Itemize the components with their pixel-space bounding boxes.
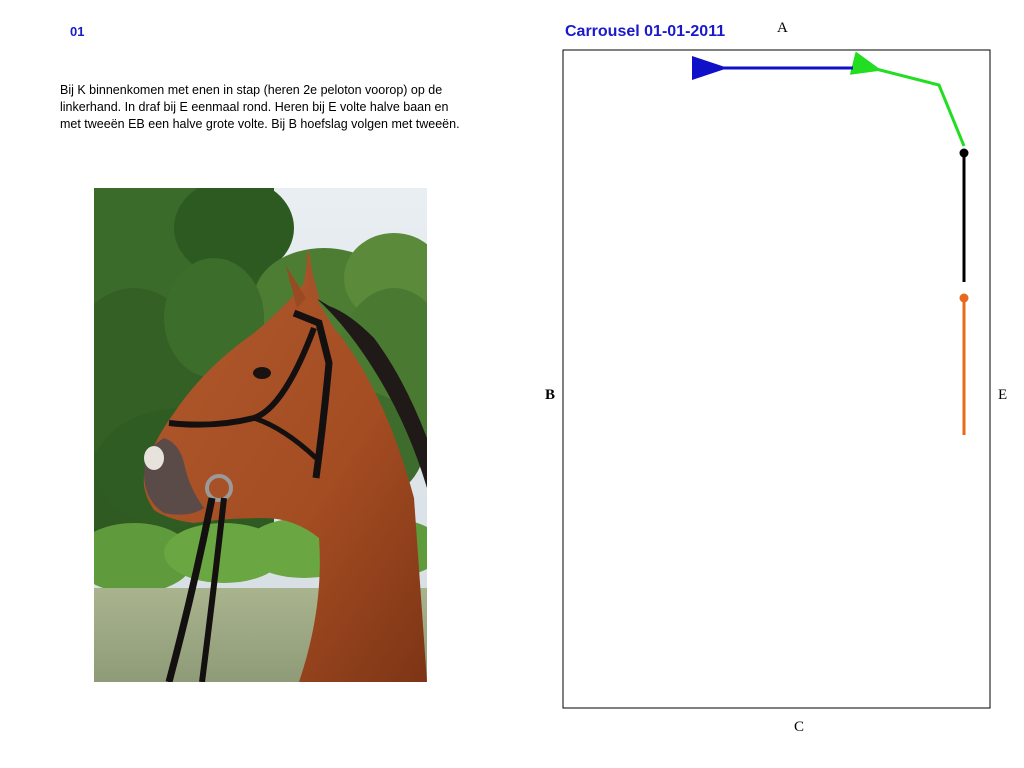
- arena-letter-b: B: [545, 387, 556, 403]
- orange-path-start-dot: [960, 294, 969, 303]
- green-path-arrow: [876, 69, 964, 146]
- black-path-start-dot: [960, 149, 969, 158]
- instructions-line-2: linkerhand. In draf bij E eenmaal rond. Heren bij E volte halve baan en: [60, 100, 449, 114]
- instructions-line-3: met tweeën EB een halve grote volte. Bij B hoefslag volgen met tweeën.: [60, 117, 460, 131]
- arena-letter-a: A: [777, 20, 788, 36]
- horse-photo: [94, 188, 427, 682]
- instructions-text: [60, 82, 530, 133]
- arena-letter-e: E: [998, 387, 1008, 403]
- instructions-line-1: Bij K binnenkomen met enen in stap (heren 2e peloton voorop) op de: [60, 83, 443, 97]
- arena-letter-c: C: [794, 719, 805, 735]
- page-title: Carrousel 01-01-2011: [565, 23, 726, 40]
- arena-outline: [563, 50, 990, 708]
- slide-number: 01: [70, 24, 85, 39]
